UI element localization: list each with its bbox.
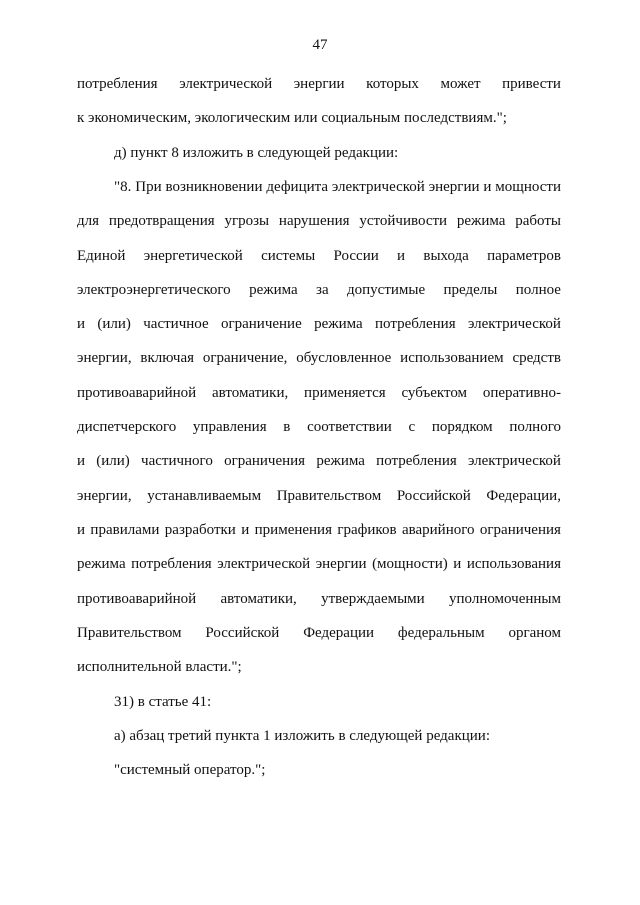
- word: ограничения: [479, 522, 561, 538]
- text-line: [77, 75, 561, 93]
- text-line: [77, 521, 561, 539]
- word: частичного: [141, 453, 213, 469]
- word: Российской: [205, 625, 280, 641]
- word: порядком: [431, 419, 493, 435]
- word: в: [283, 419, 291, 435]
- word: и: [483, 179, 492, 195]
- text-line: [77, 349, 561, 367]
- word: Правительством: [276, 488, 382, 504]
- word: энергетической: [143, 248, 243, 264]
- word: режима: [77, 556, 126, 572]
- word: уполномоченным: [449, 591, 561, 607]
- word: потребления: [376, 453, 457, 469]
- text-line: [77, 452, 561, 470]
- word: и: [77, 453, 86, 469]
- text-line: [114, 178, 561, 196]
- word: предотвращения: [108, 213, 215, 229]
- word: использованием: [400, 350, 504, 366]
- word: противоаварийной: [77, 591, 197, 607]
- word: и: [77, 316, 86, 332]
- text-line: [77, 624, 561, 642]
- word: энергии: [428, 179, 480, 195]
- word: потребления: [131, 556, 212, 572]
- word: и: [453, 556, 462, 572]
- text-line: исполнительной власти.";: [77, 659, 242, 675]
- word: может: [440, 76, 481, 92]
- text-line: к экономическим, экологическим или социальным последствиям.";: [77, 110, 507, 126]
- word: электрической: [217, 556, 311, 572]
- word: энергии,: [77, 350, 132, 366]
- word: режима: [314, 316, 363, 332]
- word: "8.: [114, 179, 132, 195]
- word: (или): [96, 453, 130, 469]
- word: использования: [466, 556, 561, 572]
- word: потребления: [375, 316, 456, 332]
- page-number: 47: [312, 37, 328, 53]
- word: и: [397, 248, 406, 264]
- text-line: [77, 487, 561, 505]
- word: ограничение: [220, 316, 302, 332]
- word: автоматики,: [212, 385, 289, 401]
- word: электрической: [468, 453, 561, 469]
- text-line: [77, 247, 561, 265]
- word: потребления: [77, 76, 158, 92]
- word: оперативно-: [482, 385, 561, 401]
- word: включая: [140, 350, 195, 366]
- text-line: [77, 590, 561, 608]
- word: федеральным: [397, 625, 485, 641]
- word: органом: [508, 625, 561, 641]
- word: обусловленное: [296, 350, 392, 366]
- word: работы: [515, 213, 561, 229]
- word: режима: [456, 213, 506, 229]
- word: Единой: [77, 248, 126, 264]
- word: угрозы: [224, 213, 270, 229]
- word: разработки: [164, 522, 236, 538]
- word: средств: [512, 350, 561, 366]
- word: применяется: [304, 385, 386, 401]
- word: аварийного: [401, 522, 475, 538]
- word: с: [408, 419, 416, 435]
- word: и: [77, 522, 86, 538]
- text-line: [77, 384, 561, 402]
- word: Российской: [396, 488, 471, 504]
- word: допустимые: [347, 282, 426, 298]
- word: применения: [254, 522, 332, 538]
- word: электрической: [179, 76, 273, 92]
- word: субъектом: [401, 385, 468, 401]
- word: правилами: [90, 522, 160, 538]
- word: При: [135, 179, 162, 195]
- word: ограничение,: [202, 350, 288, 366]
- word: автоматики,: [220, 591, 297, 607]
- word: полного: [509, 419, 561, 435]
- word: привести: [502, 76, 561, 92]
- text-line: "системный оператор.";: [114, 762, 266, 778]
- word: нарушения: [278, 213, 350, 229]
- word: противоаварийной: [77, 385, 197, 401]
- word: диспетчерского: [77, 419, 177, 435]
- word: полное: [515, 282, 561, 298]
- word: для: [77, 213, 100, 229]
- word: Федерации: [303, 625, 375, 641]
- word: (мощности): [372, 556, 448, 572]
- word: частичное: [143, 316, 209, 332]
- text-line: д) пункт 8 изложить в следующей редакции:: [114, 145, 399, 161]
- word: электрической: [467, 316, 561, 332]
- word: Федерации,: [486, 488, 561, 504]
- word: пределы: [443, 282, 498, 298]
- word: возникновении: [165, 179, 263, 195]
- word: режима: [316, 453, 365, 469]
- word: электрической: [331, 179, 425, 195]
- text-line: [77, 418, 561, 436]
- word: ограничения: [224, 453, 306, 469]
- text-line: [77, 315, 561, 333]
- word: электроэнергетического: [77, 282, 231, 298]
- word: энергии: [293, 76, 345, 92]
- text-line: [77, 212, 561, 230]
- text-line: [77, 555, 561, 573]
- word: системы: [261, 248, 316, 264]
- word: за: [316, 282, 329, 298]
- word: соответствии: [307, 419, 392, 435]
- word: устанавливаемым: [147, 488, 262, 504]
- word: (или): [97, 316, 131, 332]
- word: устойчивости: [359, 213, 448, 229]
- word: которых: [366, 76, 419, 92]
- word: графиков: [337, 522, 397, 538]
- word: Правительством: [77, 625, 182, 641]
- word: выхода: [423, 248, 469, 264]
- word: дефицита: [266, 179, 329, 195]
- word: и: [241, 522, 250, 538]
- word: параметров: [487, 248, 561, 264]
- word: энергии,: [77, 488, 132, 504]
- word: утверждаемыми: [321, 591, 425, 607]
- text-line: а) абзац третий пункта 1 изложить в следующей редакции:: [114, 728, 490, 744]
- word: мощности: [495, 179, 561, 195]
- text-line: [77, 281, 561, 299]
- word: режима: [249, 282, 298, 298]
- word: энергии: [315, 556, 367, 572]
- text-line: 31) в статье 41:: [114, 694, 212, 710]
- word: управления: [192, 419, 267, 435]
- word: России: [333, 248, 379, 264]
